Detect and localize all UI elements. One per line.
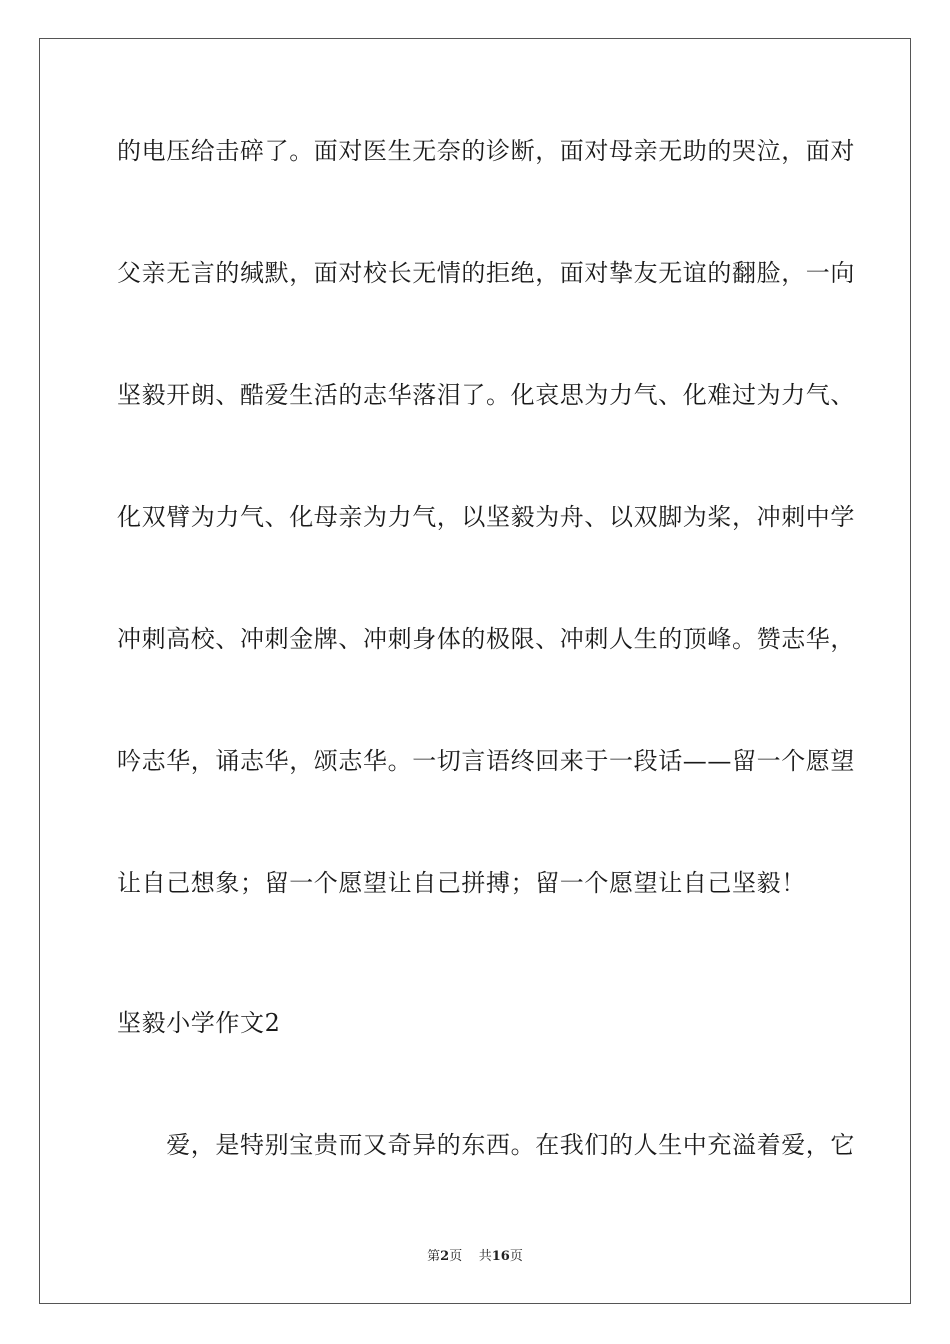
body-text-line: 吟志华，诵志华，颂志华。一切言语终回来于一段话——留一个愿望 [117, 747, 855, 775]
page-footer [0, 1248, 950, 1266]
body-text-line: 的电压给击碎了。面对医生无奈的诊断，面对母亲无助的哭泣，面对 [117, 137, 855, 165]
page-suffix: 页 [449, 1249, 463, 1264]
total-suffix: 页 [509, 1249, 523, 1264]
page-prefix: 第 [427, 1249, 441, 1264]
paragraph-first-line: 爱，是特别宝贵而又奇异的东西。在我们的人生中充溢着爱，它 [117, 1131, 855, 1159]
body-text-line: 坚毅开朗、酷爱生活的志华落泪了。化哀思为力气、化难过为力气、 [117, 381, 855, 409]
body-text-line: 父亲无言的缄默，面对校长无情的拒绝，面对挚友无谊的翻脸，一向 [117, 259, 855, 287]
section-heading: 坚毅小学作文2 [117, 1009, 281, 1037]
current-page-number: 2 [440, 1249, 450, 1264]
body-text-line: 冲刺高校、冲刺金牌、冲刺身体的极限、冲刺人生的顶峰。赞志华， [117, 625, 855, 653]
body-text-line: 化双臂为力气、化母亲为力气，以坚毅为舟、以双脚为桨，冲刺中学 [117, 503, 855, 531]
body-text-line: 让自己想象；留一个愿望让自己拼搏；留一个愿望让自己坚毅！ [117, 869, 806, 897]
page-frame [39, 38, 911, 1304]
total-pages-number: 16 [491, 1249, 510, 1264]
total-prefix: 共 [478, 1249, 492, 1264]
